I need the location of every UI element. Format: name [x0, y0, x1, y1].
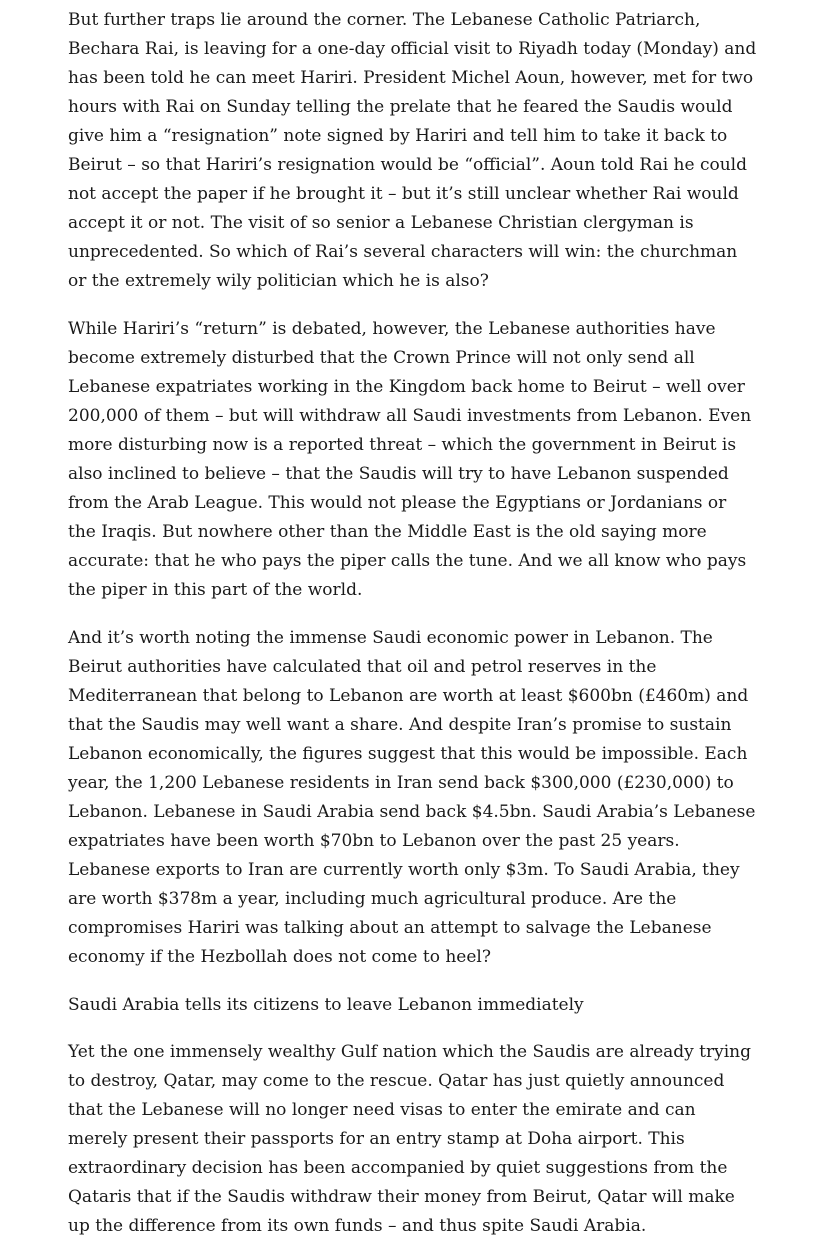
article-paragraph: While Hariri’s “return” is debated, however, the Lebanese authorities have become extremely disturbed that the Crown Prince will not only send all Lebanese expatriates working in the Kingdom back home to Beirut – well over 200,000 of them – but will withdraw all Saudi investments from Lebanon. Even more disturbing now is a reported threat – which the government in Beirut is also inclined to believe – that the Saudis will try to have Lebanon suspended from the Arab League. This would not please the Egyptians or Jordanians or the Iraqis. But nowhere other than the Middle East is the old saying more accurate: that he who pays the piper calls the tune. And we all know who pays the piper in this part of the world. [68, 319, 752, 600]
related-article-link[interactable]: Saudi Arabia tells its citizens to leave Lebanon immediately [68, 995, 584, 1015]
article-paragraph: But further traps lie around the corner. The Lebanese Catholic Patriarch, Bechara Rai, is leaving for a one-day official visit to Riyadh today (Monday) and has been told he can meet Hariri. President Michel Aoun, however, met for two hours with Rai on Sunday telling the prelate that he feared the Saudis would give him a “resignation” note signed by Hariri and tell him to take it back to Beirut – so that Hariri’s resignation would be “official”. Aoun told Rai he could not accept the paper if he brought it – but it’s still unclear whether Rai would accept it or not. The visit of so senior a Lebanese Christian clergyman is unprecedented. So which of Rai’s several characters will win: the churchman or the extremely wily politician which he is also? [68, 10, 757, 291]
article-paragraph: Yet the one immensely wealthy Gulf nation which the Saudis are already trying to destroy, Qatar, may come to the rescue. Qatar has just quietly announced that the Lebanese will no longer need visas to enter the emirate and can merely present their passports for an entry stamp at Doha airport. This extraordinary decision has been accompanied by quiet suggestions from the Qataris that if the Saudis withdraw their money from Beirut, Qatar will make up the difference from its own funds – and thus spite Saudi Arabia. [68, 1042, 751, 1236]
article-body [68, 6, 758, 1260]
article-paragraph: And it’s worth noting the immense Saudi economic power in Lebanon. The Beirut authorities have calculated that oil and petrol reserves in the Mediterranean that belong to Lebanon are worth at least $600bn (£460m) and that the Saudis may well want a share. And despite Iran’s promise to sustain Lebanon economically, the figures suggest that this would be impossible. Each year, the 1,200 Lebanese residents in Iran send back $300,000 (£230,000) to Lebanon. Lebanese in Saudi Arabia send back $4.5bn. Saudi Arabia’s Lebanese expatriates have been worth $70bn to Lebanon over the past 25 years. Lebanese exports to Iran are currently worth only $3m. To Saudi Arabia, they are worth $378m a year, including much agricultural produce. Are the compromises Hariri was talking about an attempt to salvage the Lebanese economy if the Hezbollah does not come to heel? [68, 628, 756, 967]
